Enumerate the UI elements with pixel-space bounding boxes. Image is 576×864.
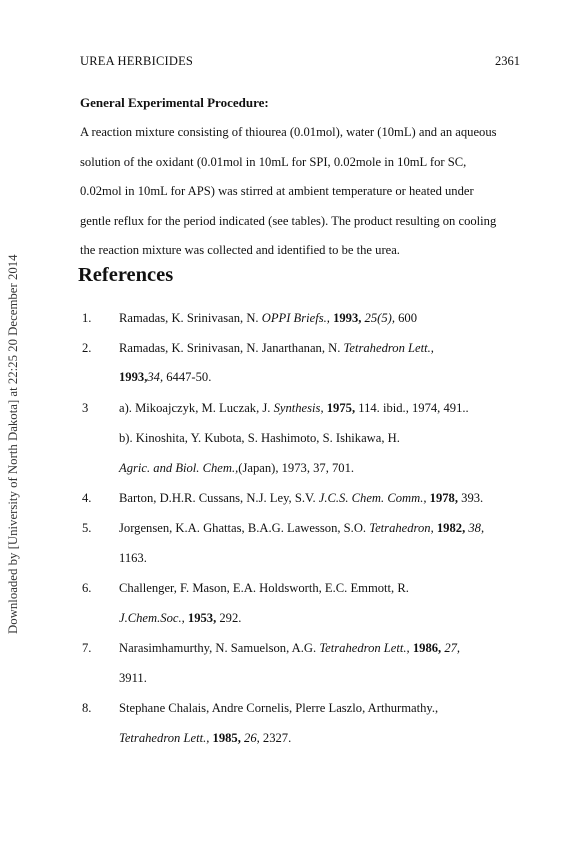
reference-text: J.C.S. Chem. Comm., — [318, 491, 427, 505]
reference-line — [119, 671, 147, 686]
reference-text: (Japan), 1973, 37, 701. — [238, 461, 355, 475]
reference-line — [119, 461, 354, 476]
reference-text: 1986, — [409, 641, 442, 655]
reference-text: J.Chem.Soc., — [119, 611, 185, 625]
reference-text: 393. — [458, 491, 484, 505]
reference-line — [119, 401, 469, 416]
download-watermark: Downloaded by [University of North Dakota] at 22:25 20 December 2014 — [6, 254, 20, 634]
reference-text: 1982, — [433, 521, 466, 535]
reference-number: 7. — [82, 641, 92, 655]
reference-line — [119, 731, 291, 746]
reference-line — [119, 641, 460, 656]
reference-text: 1953, — [184, 611, 217, 625]
reference-text: Stephane Chalais, Andre Cornelis, Plerre Laszlo, Arthurmathy., — [119, 701, 439, 715]
paragraph-line: A reaction mixture consisting of thiourea (0.01mol), water (10mL) and an aqueous — [80, 125, 497, 139]
section-heading: General Experimental Procedure: — [80, 95, 269, 110]
reference-text: 1978, — [426, 491, 458, 505]
reference-line — [119, 551, 147, 566]
reference-number: 1. — [82, 311, 92, 325]
reference-line — [119, 521, 484, 536]
paragraph-line: the reaction mixture was collected and identified to be the urea. — [80, 243, 400, 258]
reference-text: Tetrahedron Lett., — [119, 731, 210, 745]
reference-text: Barton, D.H.R. Cussans, N.J. Ley, S.V. — [119, 491, 319, 505]
reference-text: Tetrahedron, — [369, 521, 434, 535]
reference-text: 1993, — [119, 370, 148, 384]
reference-line — [119, 370, 211, 385]
paragraph-line: 0.02mol in 10mL for APS) was stirred at ambient temperature or heated under — [80, 184, 474, 199]
reference-text: 114. ibid., 1974, 491.. — [355, 401, 469, 415]
reference-line — [119, 431, 400, 446]
reference-text: Ramadas, K. Srinivasan, N. Janarthanan, N. — [119, 341, 344, 355]
reference-text: Challenger, F. Mason, E.A. Holdsworth, E.C. Emmott, R. — [119, 581, 409, 595]
reference-text: 2327. — [259, 731, 292, 745]
references-heading: References — [78, 264, 174, 286]
reference-text: 25(5), — [361, 311, 395, 325]
reference-number: 4. — [82, 491, 92, 505]
reference-number: 3 — [82, 401, 89, 415]
paragraph-line: solution of the oxidant (0.01mol in 10mL for SPI, 0.02mole in 10mL for SC, — [80, 154, 467, 169]
reference-text: 3911. — [119, 671, 147, 685]
reference-number: 2. — [82, 341, 92, 355]
reference-text: Ramadas, K. Srinivasan, N. — [119, 311, 262, 325]
reference-text: 26, — [240, 731, 260, 745]
reference-text: 27, — [441, 641, 461, 655]
reference-text: 1993, — [329, 311, 362, 325]
reference-number: 8. — [82, 701, 92, 715]
reference-text: 6447-50. — [163, 370, 212, 384]
reference-line — [119, 491, 483, 506]
reference-text: Agric. and Biol. Chem., — [119, 461, 239, 475]
reference-line — [119, 701, 438, 716]
reference-line — [119, 611, 241, 626]
running-header — [80, 54, 520, 70]
reference-text: OPPI Briefs., — [261, 311, 330, 325]
reference-text: 1975, — [323, 401, 356, 415]
reference-number: 5. — [82, 521, 92, 535]
reference-text: Tetrahedron Lett., — [319, 641, 410, 655]
reference-text: 38, — [465, 521, 485, 535]
reference-number: 6. — [82, 581, 92, 595]
reference-text: Synthesis, — [273, 401, 324, 415]
reference-text: a). Mikoajczyk, M. Luczak, J. — [119, 401, 274, 415]
reference-line — [119, 341, 434, 356]
page-number: 2361 — [495, 54, 520, 68]
reference-text: 1985, — [209, 731, 241, 745]
reference-text: 292. — [216, 611, 242, 625]
running-title: UREA HERBICIDES — [80, 54, 194, 68]
reference-text: Narasimhamurthy, N. Samuelson, A.G. — [119, 641, 320, 655]
reference-text: 34, — [147, 370, 164, 384]
reference-text: 1163. — [119, 551, 147, 565]
reference-line — [119, 581, 409, 596]
procedure-paragraph — [80, 118, 502, 266]
reference-text: 600 — [394, 311, 418, 325]
reference-text: Jorgensen, K.A. Ghattas, B.A.G. Lawesson, S.O. — [119, 521, 370, 535]
paragraph-line: gentle reflux for the period indicated (see tables). The product resulting on cooling — [80, 213, 497, 228]
reference-text: b). Kinoshita, Y. Kubota, S. Hashimoto, S. Ishikawa, H. — [119, 431, 400, 445]
reference-line — [119, 311, 417, 326]
reference-text: Tetrahedron Lett., — [343, 341, 434, 355]
